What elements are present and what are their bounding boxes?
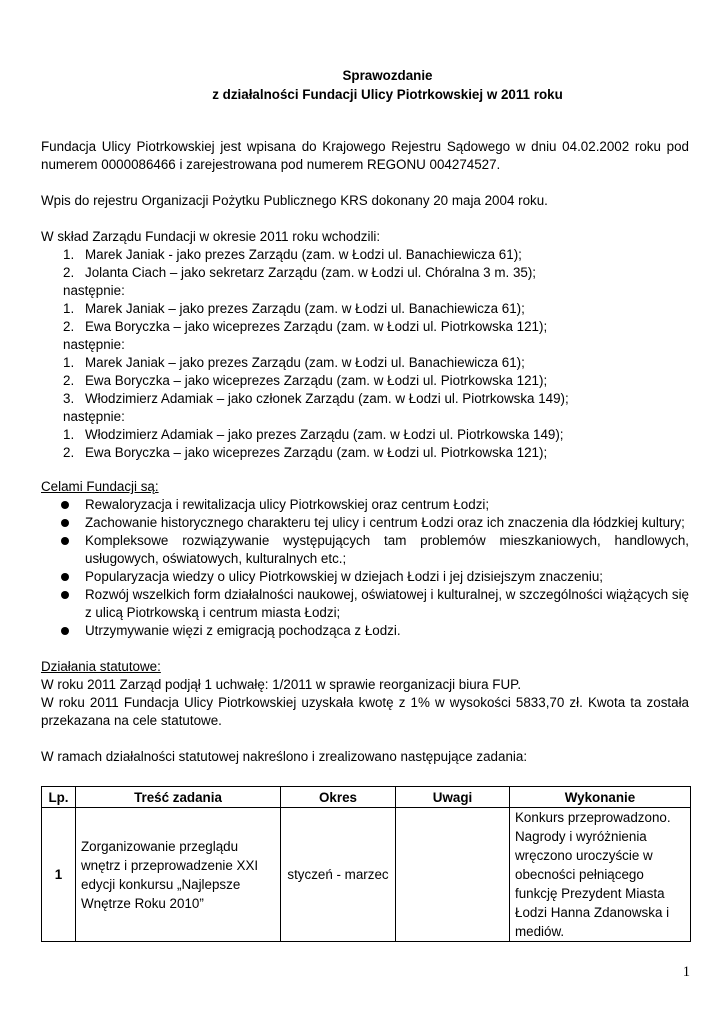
bullet-icon — [61, 501, 69, 509]
document-title — [0, 66, 725, 104]
tasks-table — [41, 786, 691, 942]
cell-result: Konkurs przeprowadzono. Nagrody i wyróżnienia wręczono uroczyście w obecności pełniącego funkcję Prezydent Miasta Łodzi Hanna Zdanowska i mediów. — [510, 808, 691, 942]
bullet-icon — [61, 591, 69, 599]
table-row — [42, 808, 691, 942]
document-page: Sprawozdanie z działalności Fundacji Ulicy Piotrkowskiej w 2011 roku Fundacja Ulicy Piotrkowskiej jest wpisana do Krajowego Rejestru Sądowego w dniu 04.02.2002 roku pod numerem 0000086466 i zarejestrowana pod numerem REGONU 004274527. Wpis do rejestru Organizacji Pożytku Publicznego KRS dokonany 20 maja 2004 roku. W skład Zarządu Fundacji w okresie 2011 roku wchodzili: 1. Marek Janiak - jako prezes Zarządu (zam. w Łodzi ul. Banachiewicza 61); 2. Jolanta Ciach – jako sekretarz Zarządu (zam. w Łodzi ul. Chóralna 3 m. 35); następnie: 1. Marek Janiak – jako prezes Zarządu (zam. w Łodzi ul. Banachiewicza 61); 2. Ewa Boryczka – jako wiceprezes Zarządu (zam. w Łodzi ul. Piotrkowska 121); następnie: 1. Marek Janiak – jako prezes Zarządu (zam. w Łodzi ul. Banachiewicza 61); 2. Ewa Boryczka – jako wiceprezes Zarządu (zam. w Łodzi ul. Piotrkowska 121); 3. Włodzimierz Adamiak – jako członek Zarządu (zam. w Łodzi ul. Piotrkowska 149); następnie: 1. Włodzimierz Adamiak – jako prezes Zarządu (zam. w Łodzi ul. Piotrkowska 149); 2. Ewa Boryczka – jako wiceprezes Zarządu (zam. w Łodzi ul. Piotrkowska 121); Celami Fundacji są: Rewaloryzacja i rewitalizacja ulicy Piotrkowskiej oraz centrum Łodzi; Zachowanie historycznego charakteru tej ulicy i centrum Łodzi oraz ich znaczenia dla łódzkiej kultury; Kompleksowe rozwiązywanie występujących tam problemów mieszkaniowych, handlowych, usługowych, oświatowych, kulturalnych etc.; Popularyzacja wiedzy o ulicy Piotrkowskiej w dziejach Łodzi i jej dzisiejszym znaczeniu; Rozwój wszelkich form działalności naukowej, oświatowej i kulturalnej, w szczególności wiążących się z ulicą Piotrkowską i centrum miasta Łodzi; Utrzymywanie więzi z emigracją pochodząca z Łodzi. Działania statutowe: W roku 2011 Zarząd podjął 1 uchwałę: 1/2011 w sprawie reorganizacji biura FUP. W roku 2011 Fundacja Ulicy Piotrkowskiej uzyskała kwotę z 1% w wysokości 5833,70 zł. Kwota ta została przekazana na cele statutowe. W ramach działalności statutowej nakreślono i zrealizowano następujące zadania: Lp. Treść zadania Okres Uwagi Wykonanie 1 Zorganizowanie przeglądu wnętrz i przeprowadzenie XXI edycji konkursu „Najlepsze Wnętrze Roku 2010” styczeń - marzec Konkurs przeprowadzono. Nagrody i wyróżnienia wręczono uroczyście w obecności pełniącego funkcję Prezydent Miasta Łodzi Hanna Zdanowska i mediów. 1 — [0, 0, 725, 1024]
statutory-line-2: W roku 2011 Fundacja Ulicy Piotrkowskiej uzyskała kwotę z 1% w wysokości 5833,70 zł. Kwota ta została przekazana na cele statutowe. — [41, 695, 689, 728]
registration-paragraph: Fundacja Ulicy Piotrkowskiej jest wpisana do Krajowego Rejestru Sądowego w dniu 04.02.2002 roku pod numerem 0000086466 i zarejestrowana pod numerem REGONU 004274527. — [41, 139, 689, 172]
statutory-heading: Działania statutowe: — [41, 659, 161, 674]
table-header-row — [42, 787, 691, 808]
list-item: Utrzymywanie więzi z emigracją pochodząca z Łodzi. — [85, 623, 401, 638]
opp-registration-paragraph: Wpis do rejestru Organizacji Pożytku Publicznego KRS dokonany 20 maja 2004 roku. — [41, 193, 548, 208]
column-header-task: Treść zadania — [76, 787, 281, 808]
list-item: Popularyzacja wiedzy o ulicy Piotrkowskiej w dziejach Łodzi i jej dzisiejszym znaczeniu; — [85, 569, 603, 584]
bullet-icon — [61, 573, 69, 581]
column-header-notes: Uwagi — [396, 787, 510, 808]
title-line-1: Sprawozdanie — [342, 68, 433, 83]
column-header-period: Okres — [281, 787, 396, 808]
column-header-lp: Lp. — [42, 787, 76, 808]
next-label: następnie: — [63, 409, 125, 424]
cell-notes — [396, 808, 510, 942]
title-line-2: z działalności Fundacji Ulicy Piotrkowskiej w 2011 roku — [212, 87, 563, 102]
next-label: następnie: — [63, 283, 125, 298]
goals-heading: Celami Fundacji są: — [41, 479, 159, 494]
list-item: Rewaloryzacja i rewitalizacja ulicy Piotrkowskiej oraz centrum Łodzi; — [85, 497, 490, 512]
statutory-line-1: W roku 2011 Zarząd podjął 1 uchwałę: 1/2011 w sprawie reorganizacji biura FUP. — [41, 677, 522, 692]
list-item: Kompleksowe rozwiązywanie występujących tam problemów mieszkaniowych, handlowych, usługowych, oświatowych, kulturalnych etc.; — [85, 533, 689, 566]
page-number: 1 — [682, 964, 690, 980]
tasks-intro: W ramach działalności statutowej nakreślono i zrealizowano następujące zadania: — [41, 749, 528, 764]
bullet-icon — [61, 537, 69, 545]
next-label: następnie: — [63, 337, 125, 352]
list-item: Zachowanie historycznego charakteru tej ulicy i centrum Łodzi oraz ich znaczenia dla łódzkiej kultury; — [85, 515, 685, 530]
bullet-icon — [61, 627, 69, 635]
cell-lp: 1 — [42, 808, 76, 942]
board-intro: W skład Zarządu Fundacji w okresie 2011 roku wchodzili: — [41, 229, 381, 244]
bullet-icon — [61, 519, 69, 527]
cell-task: Zorganizowanie przeglądu wnętrz i przeprowadzenie XXI edycji konkursu „Najlepsze Wnętrze Roku 2010” — [76, 808, 281, 942]
cell-period: styczeń - marzec — [281, 808, 396, 942]
column-header-result: Wykonanie — [510, 787, 691, 808]
list-item: Rozwój wszelkich form działalności naukowej, oświatowej i kulturalnej, w szczególności wiążących się z ulicą Piotrkowską i centrum miasta Łodzi; — [85, 587, 689, 620]
